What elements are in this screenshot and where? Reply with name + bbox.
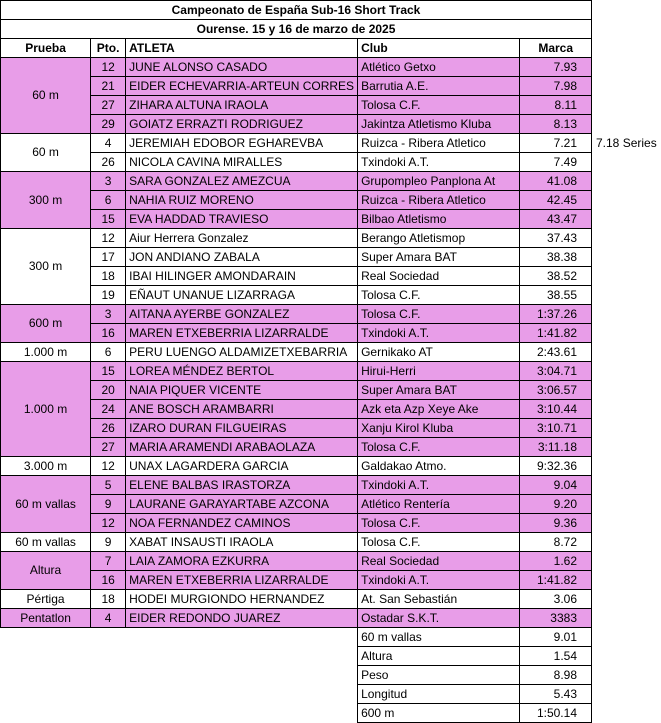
athlete-cell: Aiur Herrera Gonzalez (126, 229, 358, 248)
table-row (1, 115, 661, 134)
athlete-cell: EIDER REDONDO JUAREZ (126, 609, 358, 628)
extra-note (592, 362, 661, 381)
extra-note (592, 324, 661, 343)
event-cell: 1.000 m (1, 343, 91, 362)
extra-note (592, 58, 661, 77)
club-cell: Tolosa C.F. (358, 305, 520, 324)
place-cell: 4 (91, 134, 126, 153)
athlete-cell: NICOLA CAVINA MIRALLES (126, 153, 358, 172)
extra-note (592, 77, 661, 96)
place-cell: 6 (91, 191, 126, 210)
mark-cell: 9:32.36 (520, 457, 592, 476)
pentatlon-event-cell: Longitud (358, 685, 520, 704)
mark-cell: 8.72 (520, 533, 592, 552)
place-cell: 16 (91, 571, 126, 590)
table-row (1, 267, 661, 286)
table-row (1, 495, 661, 514)
pentatlon-event-cell: Peso (358, 666, 520, 685)
club-cell: Barrutia A.E. (358, 77, 520, 96)
athlete-cell: IBAI HILINGER AMONDARAIN (126, 267, 358, 286)
table-row (1, 514, 661, 533)
athlete-cell: SARA GONZALEZ AMEZCUA (126, 172, 358, 191)
athlete-cell: ZIHARA ALTUNA IRAOLA (126, 96, 358, 115)
club-cell: Galdakao Atmo. (358, 457, 520, 476)
table-row (1, 210, 661, 229)
table-row (1, 286, 661, 305)
page-subtitle: Ourense. 15 y 16 de marzo de 2025 (1, 20, 592, 39)
place-cell: 20 (91, 381, 126, 400)
event-cell: 60 m (1, 134, 91, 172)
header-marca: Marca (520, 39, 592, 58)
extra-note (592, 514, 661, 533)
place-cell: 4 (91, 609, 126, 628)
club-cell: Txindoki A.T. (358, 476, 520, 495)
club-cell: Super Amara BAT (358, 248, 520, 267)
extra-note (592, 343, 661, 362)
athlete-cell: PERU LUENGO ALDAMIZETXEBARRIA (126, 343, 358, 362)
pentatlon-event-cell: 600 m (358, 704, 520, 723)
extra-note (592, 552, 661, 571)
extra-note (592, 457, 661, 476)
mark-cell: 8.11 (520, 96, 592, 115)
athlete-cell: LAIA ZAMORA EZKURRA (126, 552, 358, 571)
club-cell: Txindoki A.T. (358, 571, 520, 590)
athlete-cell: NAIA PIQUER VICENTE (126, 381, 358, 400)
table-row (1, 533, 661, 552)
table-row (1, 419, 661, 438)
event-cell: Pértiga (1, 590, 91, 609)
mark-cell: 7.49 (520, 153, 592, 172)
club-cell: At. San Sebastián (358, 590, 520, 609)
club-cell: Ostadar S.K.T. (358, 609, 520, 628)
extra-note (592, 115, 661, 134)
athlete-cell: LOREA MÉNDEZ BERTOL (126, 362, 358, 381)
pentatlon-event-cell: Altura (358, 647, 520, 666)
club-cell: Super Amara BAT (358, 381, 520, 400)
mark-cell: 1:41.82 (520, 324, 592, 343)
place-cell: 12 (91, 514, 126, 533)
place-cell: 9 (91, 533, 126, 552)
mark-cell: 3:04.71 (520, 362, 592, 381)
pentatlon-detail-row (1, 704, 661, 723)
pentatlon-detail-row (1, 628, 661, 647)
club-cell: Hirui-Herri (358, 362, 520, 381)
athlete-cell: EÑAUT UNANUE LIZARRAGA (126, 286, 358, 305)
event-cell: Pentatlon (1, 609, 91, 628)
place-cell: 18 (91, 590, 126, 609)
page-title: Campeonato de España Sub-16 Short Track (1, 1, 592, 20)
mark-cell: 3383 (520, 609, 592, 628)
place-cell: 6 (91, 343, 126, 362)
pentatlon-detail-row (1, 685, 661, 704)
table-row (1, 590, 661, 609)
table-row (1, 229, 661, 248)
athlete-cell: LAURANE GARAYARTABE AZCONA (126, 495, 358, 514)
header-pto: Pto. (91, 39, 126, 58)
club-cell: Jakintza Atletismo Kluba (358, 115, 520, 134)
mark-cell: 38.52 (520, 267, 592, 286)
place-cell: 15 (91, 210, 126, 229)
table-row (1, 134, 661, 153)
table-row (1, 191, 661, 210)
mark-cell: 9.36 (520, 514, 592, 533)
table-row (1, 609, 661, 628)
extra-note (592, 229, 661, 248)
table-row (1, 343, 661, 362)
athlete-cell: MAREN ETXEBERRIA LIZARRALDE (126, 324, 358, 343)
place-cell: 26 (91, 153, 126, 172)
mark-cell: 1:41.82 (520, 571, 592, 590)
place-cell: 29 (91, 115, 126, 134)
pentatlon-mark-cell: 9.01 (520, 628, 592, 647)
club-cell: Real Sociedad (358, 267, 520, 286)
pentatlon-event-cell: 60 m vallas (358, 628, 520, 647)
extra-note (592, 609, 661, 628)
athlete-cell: NAHIA RUIZ MORENO (126, 191, 358, 210)
athlete-cell: IZARO DURAN FILGUEIRAS (126, 419, 358, 438)
event-cell: 300 m (1, 172, 91, 229)
extra-note (592, 96, 661, 115)
extra-note (592, 248, 661, 267)
mark-cell: 38.38 (520, 248, 592, 267)
event-cell: 300 m (1, 229, 91, 305)
table-row (1, 172, 661, 191)
header-club: Club (358, 39, 520, 58)
mark-cell: 7.98 (520, 77, 592, 96)
mark-cell: 2:43.61 (520, 343, 592, 362)
athlete-cell: JEREMIAH EDOBOR EGHAREVBA (126, 134, 358, 153)
place-cell: 21 (91, 77, 126, 96)
event-cell: 60 m vallas (1, 476, 91, 533)
athlete-cell: AITANA AYERBE GONZALEZ (126, 305, 358, 324)
extra-note (592, 438, 661, 457)
header-atleta: ATLETA (126, 39, 358, 58)
subtitle-row (1, 20, 661, 39)
club-cell: Tolosa C.F. (358, 286, 520, 305)
mark-cell: 1.62 (520, 552, 592, 571)
athlete-cell: JON ANDIANO ZABALA (126, 248, 358, 267)
table-row (1, 457, 661, 476)
club-cell: Tolosa C.F. (358, 438, 520, 457)
extra-note (592, 286, 661, 305)
table-row (1, 324, 661, 343)
mark-cell: 3:10.44 (520, 400, 592, 419)
table-row (1, 362, 661, 381)
place-cell: 9 (91, 495, 126, 514)
mark-cell: 3:10.71 (520, 419, 592, 438)
event-cell: 600 m (1, 305, 91, 343)
mark-cell: 41.08 (520, 172, 592, 191)
athlete-cell: HODEI MURGIONDO HERNANDEZ (126, 590, 358, 609)
extra-note (592, 400, 661, 419)
event-cell: 60 m (1, 58, 91, 134)
mark-cell: 7.93 (520, 58, 592, 77)
header-row (1, 39, 661, 58)
mark-cell: 8.13 (520, 115, 592, 134)
pentatlon-mark-cell: 1:50.14 (520, 704, 592, 723)
extra-note (592, 476, 661, 495)
extra-note (592, 267, 661, 286)
pentatlon-detail-row (1, 666, 661, 685)
extra-note (592, 571, 661, 590)
extra-note (592, 590, 661, 609)
club-cell: Berango Atletismop (358, 229, 520, 248)
club-cell: Atlético Getxo (358, 58, 520, 77)
athlete-cell: GOIATZ ERRAZTI RODRIGUEZ (126, 115, 358, 134)
club-cell: Gernikako AT (358, 343, 520, 362)
place-cell: 15 (91, 362, 126, 381)
mark-cell: 38.55 (520, 286, 592, 305)
table-row (1, 438, 661, 457)
table-row (1, 400, 661, 419)
athlete-cell: NOA FERNANDEZ CAMINOS (126, 514, 358, 533)
place-cell: 26 (91, 419, 126, 438)
athlete-cell: UNAX LAGARDERA GARCIA (126, 457, 358, 476)
mark-cell: 3:06.57 (520, 381, 592, 400)
mark-cell: 9.20 (520, 495, 592, 514)
place-cell: 27 (91, 96, 126, 115)
pentatlon-detail-row (1, 647, 661, 666)
table-row (1, 153, 661, 172)
athlete-cell: JUNE ALONSO CASADO (126, 58, 358, 77)
club-cell: Tolosa C.F. (358, 514, 520, 533)
extra-note (592, 533, 661, 552)
mark-cell: 3:11.18 (520, 438, 592, 457)
place-cell: 12 (91, 229, 126, 248)
club-cell: Tolosa C.F. (358, 96, 520, 115)
club-cell: Txindoki A.T. (358, 153, 520, 172)
table-row (1, 571, 661, 590)
table-row (1, 96, 661, 115)
mark-cell: 9.04 (520, 476, 592, 495)
extra-note (592, 419, 661, 438)
extra-note (592, 191, 661, 210)
club-cell: Real Sociedad (358, 552, 520, 571)
club-cell: Bilbao Atletismo (358, 210, 520, 229)
header-prueba: Prueba (1, 39, 91, 58)
place-cell: 16 (91, 324, 126, 343)
extra-note (592, 381, 661, 400)
mark-cell: 42.45 (520, 191, 592, 210)
table-row (1, 305, 661, 324)
place-cell: 12 (91, 457, 126, 476)
athlete-cell: XABAT INSAUSTI IRAOLA (126, 533, 358, 552)
place-cell: 5 (91, 476, 126, 495)
club-cell: Azk eta Azp Xeye Ake (358, 400, 520, 419)
table-row (1, 552, 661, 571)
athlete-cell: EVA HADDAD TRAVIESO (126, 210, 358, 229)
title-row (1, 1, 661, 20)
mark-cell: 3.06 (520, 590, 592, 609)
table-row (1, 77, 661, 96)
table-row (1, 248, 661, 267)
table-row (1, 381, 661, 400)
extra-note (592, 305, 661, 324)
mark-cell: 7.21 (520, 134, 592, 153)
athlete-cell: ELENE BALBAS IRASTORZA (126, 476, 358, 495)
athlete-cell: EIDER ECHEVARRIA-ARTEUN CORRES (126, 77, 358, 96)
event-cell: 60 m vallas (1, 533, 91, 552)
place-cell: 3 (91, 172, 126, 191)
mark-cell: 37.43 (520, 229, 592, 248)
club-cell: Txindoki A.T. (358, 324, 520, 343)
club-cell: Grupompleo Panplona At (358, 172, 520, 191)
event-cell: 1.000 m (1, 362, 91, 457)
place-cell: 27 (91, 438, 126, 457)
place-cell: 3 (91, 305, 126, 324)
table-row (1, 476, 661, 495)
club-cell: Atlético Rentería (358, 495, 520, 514)
pentatlon-mark-cell: 8.98 (520, 666, 592, 685)
place-cell: 7 (91, 552, 126, 571)
extra-note (592, 153, 661, 172)
place-cell: 18 (91, 267, 126, 286)
place-cell: 17 (91, 248, 126, 267)
mark-cell: 1:37.26 (520, 305, 592, 324)
club-cell: Ruizca - Ribera Atletico (358, 134, 520, 153)
event-cell: 3.000 m (1, 457, 91, 476)
extra-note (592, 210, 661, 229)
mark-cell: 43.47 (520, 210, 592, 229)
extra-note (592, 495, 661, 514)
extra-note (592, 172, 661, 191)
place-cell: 12 (91, 58, 126, 77)
pentatlon-mark-cell: 1.54 (520, 647, 592, 666)
pentatlon-mark-cell: 5.43 (520, 685, 592, 704)
place-cell: 19 (91, 286, 126, 305)
athlete-cell: ANE BOSCH ARAMBARRI (126, 400, 358, 419)
athlete-cell: MAREN ETXEBERRIA LIZARRALDE (126, 571, 358, 590)
club-cell: Ruizca - Ribera Atletico (358, 191, 520, 210)
extra-note: 7.18 Series (592, 134, 661, 153)
athlete-cell: MARIA ARAMENDI ARABAOLAZA (126, 438, 358, 457)
club-cell: Tolosa C.F. (358, 533, 520, 552)
table-row (1, 58, 661, 77)
club-cell: Xanju Kirol Kluba (358, 419, 520, 438)
place-cell: 24 (91, 400, 126, 419)
event-cell: Altura (1, 552, 91, 590)
